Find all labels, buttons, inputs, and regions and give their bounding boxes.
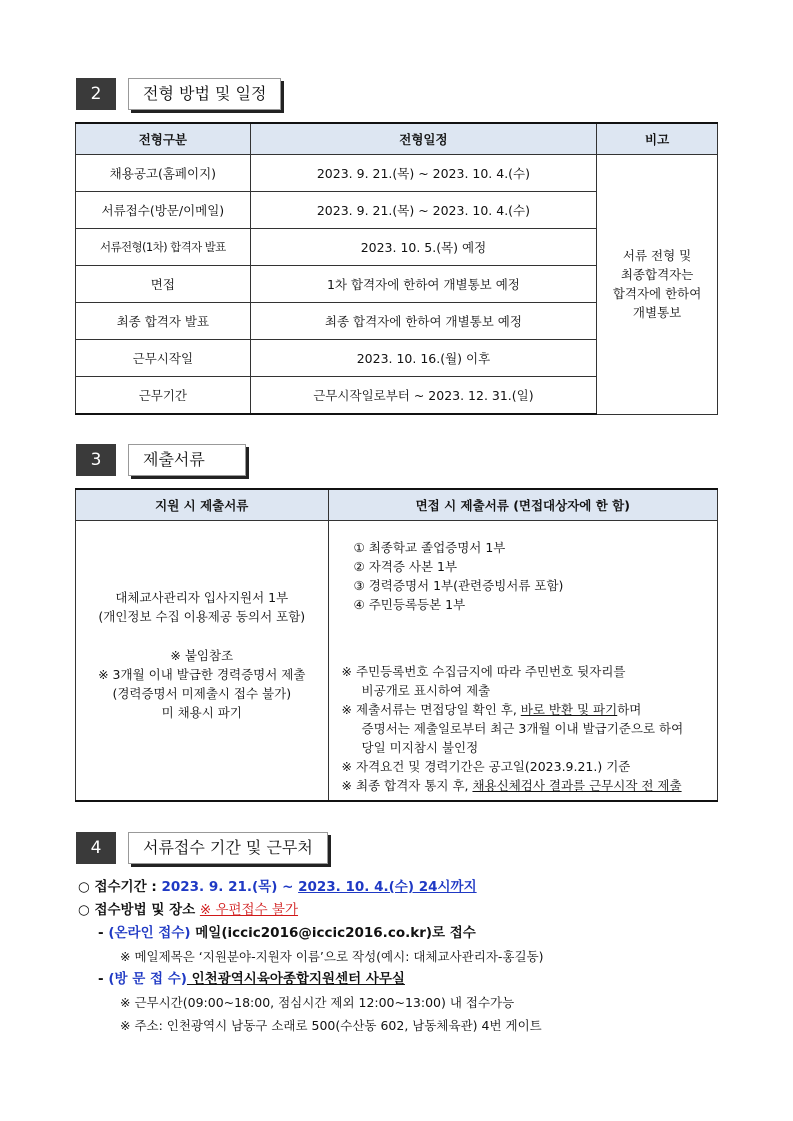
application-docs-cell: [76, 521, 329, 802]
note-cell: [597, 155, 718, 415]
schedule-cell: 2023. 9. 21.(목) ~ 2023. 10. 4.(수): [250, 192, 596, 229]
doc-line: ※ 3개월 이내 발급한 경력증명서 제출: [98, 667, 306, 682]
section-number: 3: [76, 444, 116, 476]
stage-cell: 면접: [76, 266, 251, 303]
note-line: ※ 주민등록번호 수집금지에 따라 주민번호 뒷자리를: [341, 664, 626, 679]
doc-item: ③ 경력증명서 1부(관련증빙서류 포함): [353, 578, 564, 593]
stage-cell: 최종 합격자 발표: [76, 303, 251, 340]
stage-cell: 근무기간: [76, 377, 251, 415]
doc-item: ④ 주민등록등본 1부: [353, 597, 466, 612]
note-line: ※ 자격요건 및 경력기간은 공고일(2023.9.21.) 기준: [341, 759, 631, 774]
section-number: 4: [76, 832, 116, 864]
schedule-cell: 최종 합격자에 한하여 개별통보 예정: [250, 303, 596, 340]
schedule-table: [75, 122, 718, 415]
documents-table: [75, 488, 718, 802]
note-line: 증명서는 제출일로부터 최근 3개월 이내 발급기준으로 하여: [361, 721, 684, 736]
table-header: 전형구분: [76, 123, 251, 155]
schedule-cell: 2023. 10. 16.(월) 이후: [250, 340, 596, 377]
doc-line: (경력증명서 미제출시 접수 불가): [112, 686, 292, 701]
doc-line: ※ 붙임참조: [170, 648, 234, 663]
table-header: 전형일정: [250, 123, 596, 155]
schedule-cell: 근무시작일로부터 ~ 2023. 12. 31.(일): [250, 377, 596, 415]
period-line: ○ 접수기간 : 2023. 9. 21.(목) ~ 2023. 10. 4.(수) 24시까지: [78, 879, 477, 895]
doc-line: (개인정보 수집 이용제공 동의서 포함): [98, 609, 306, 624]
note-line: 서류 전형 및: [622, 248, 692, 264]
doc-item: ② 자격증 사본 1부: [353, 559, 458, 574]
section-number: 2: [76, 78, 116, 110]
doc-item: ① 최종학교 졸업증명서 1부: [353, 540, 506, 555]
table-header: 면접 시 제출서류 (면접대상자에 한 함): [328, 489, 717, 521]
table-header: 비고: [597, 123, 718, 155]
application-info: [78, 876, 768, 1037]
table-row: [76, 521, 718, 802]
note-line: 개별통보: [632, 305, 682, 321]
stage-cell: 근무시작일: [76, 340, 251, 377]
email-note: ※ 메일제목은 ‘지원분야-지원자 이름’으로 작성(예시: 대체교사관리자-홍길동): [120, 949, 544, 964]
online-line: - (온라인 접수) 메일(iccic2016@iccic2016.co.kr)로 접수: [98, 925, 476, 941]
note-line: ※ 최종 합격자 통지 후, 채용신체검사 결과를 근무시작 전 제출: [341, 778, 682, 793]
section-title: 서류접수 기간 및 근무처: [128, 832, 328, 864]
note-line: 당일 미지참시 불인정: [361, 740, 479, 755]
interview-docs-cell: [328, 521, 717, 802]
doc-line: 미 채용시 파기: [161, 705, 242, 720]
stage-cell: 채용공고(홈페이지): [76, 155, 251, 192]
note-line: 합격자에 한하여: [612, 286, 702, 302]
table-header: 지원 시 제출서류: [76, 489, 329, 521]
doc-line: 대체교사관리자 입사지원서 1부: [115, 590, 289, 605]
schedule-cell: 2023. 10. 5.(목) 예정: [250, 229, 596, 266]
hours-note: ※ 근무시간(09:00~18:00, 점심시간 제외 12:00~13:00) 내 접수가능: [120, 995, 515, 1010]
method-line: ○ 접수방법 및 장소 ※ 우편접수 불가: [78, 902, 299, 918]
table-row: [76, 155, 718, 192]
note-line: 최종합격자는: [620, 267, 694, 283]
section-title: 제출서류: [128, 444, 246, 476]
stage-cell: 서류접수(방문/이메일): [76, 192, 251, 229]
note-line: ※ 제출서류는 면접당일 확인 후, 바로 반환 및 파기하며: [341, 702, 642, 717]
schedule-cell: 1차 합격자에 한하여 개별통보 예정: [250, 266, 596, 303]
schedule-cell: 2023. 9. 21.(목) ~ 2023. 10. 4.(수): [250, 155, 596, 192]
address-note: ※ 주소: 인천광역시 남동구 소래로 500(수산동 602, 남동체육관) 4번 게이트: [120, 1018, 542, 1033]
note-line: 비공개로 표시하여 제출: [361, 683, 491, 698]
visit-line: - (방 문 접 수) 인천광역시육아종합지원센터 사무실: [98, 971, 405, 987]
stage-cell: 서류전형(1차) 합격자 발표: [76, 229, 251, 266]
section-title: 전형 방법 및 일정: [128, 78, 281, 110]
